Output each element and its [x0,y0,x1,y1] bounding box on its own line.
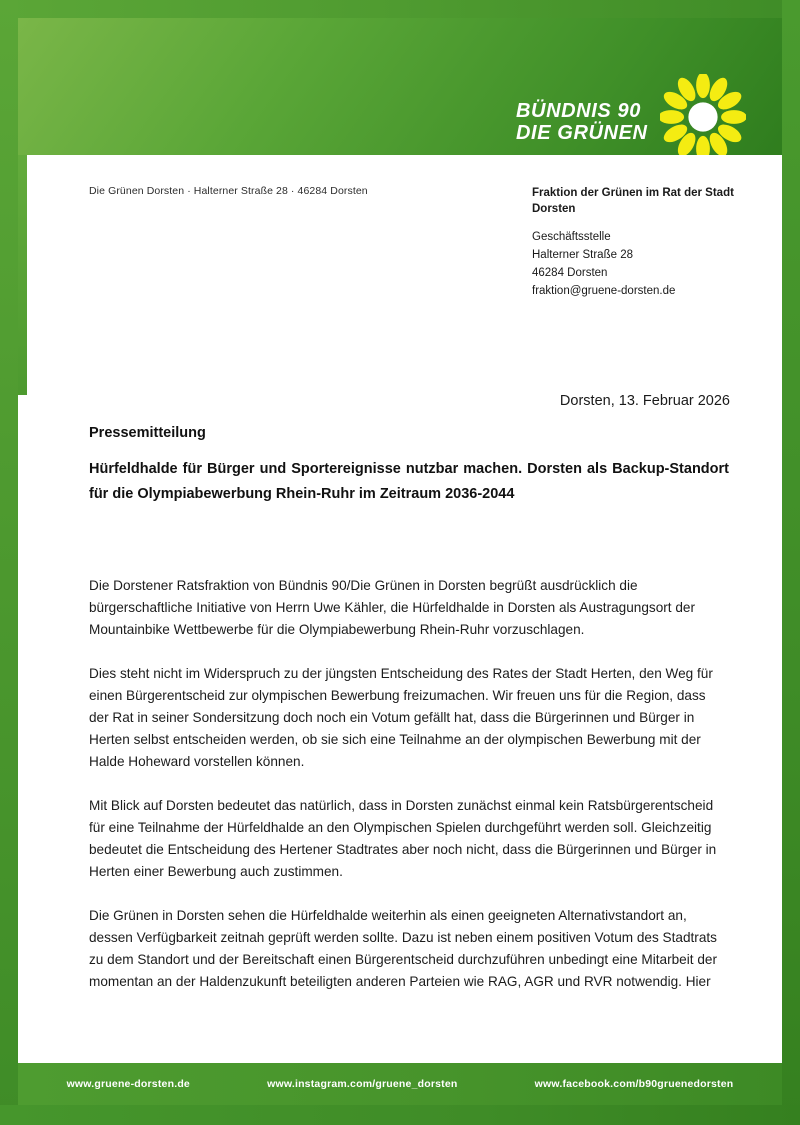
page-border-left [0,0,18,1125]
paragraph: Dies steht nicht im Widerspruch zu der jüngsten Entscheidung des Rates der Stadt Herten, den Weg für einen Bürgerentscheid zur olympischen Bewerbung freizumachen. Wir freuen uns für die Region, dass der Rat in seiner Sondersitzung doch noch ein Votum gefällt hat, dass die Bürgerinnen und Bürger in Herten selbst entscheiden werden, ob sie sich eine Teilnahme an der olympischen Bewerbung mit der Halde Hoheward vorstellen können. [89,666,713,770]
sender-line-city: 46284 Dorsten [532,266,608,279]
page-border-right [782,0,800,1125]
page-title: Hürfeldhalde für Bürger und Sportereignisse nutzbar machen. Dorsten als Backup-Standort für die Olympiabewerbung Rhein-Ruhr im Zeitraum 2036-2044 [89,461,729,502]
footer-link-instagram[interactable]: www.instagram.com/gruene_dorsten [267,1078,458,1090]
paragraph: Die Dorstener Ratsfraktion von Bündnis 90/Die Grünen in Dorsten begrüßt ausdrücklich die bürgerschaftliche Initiative von Herrn Uwe Kähler, die Hürfeldhalde in Dorsten als Austragungsort der Mountainbike Wettbewerbe für die Olympiabewerbung Rhein-Ruhr vorzuschlagen. [89,578,695,638]
accent-tab [18,155,27,395]
sender-line-street: Halterner Straße 28 [532,249,633,261]
headline-block [89,425,729,507]
footer-link-facebook[interactable]: www.facebook.com/b90gruenedorsten [534,1078,734,1090]
letterhead-band [18,18,782,155]
brand-logo-line1: BÜNDNIS 90 [516,100,641,122]
brand-logo-text [516,100,648,145]
paragraph: Mit Blick auf Dorsten bedeutet das natürlich, dass in Dorsten zunächst einmal kein Ratsbürgerentscheid für eine Teilnahme der Hürfeldhalde an den Olympischen Spielen durchgeführt werden soll. Gleichzeitig bedeutet die Entscheidung des Hertener Stadtrates aber noch nicht, dass die Bürgerinnen und Bürger in Herten einer Bewerbung auch zustimmen. [89,798,717,880]
paragraph-list [89,575,727,1015]
sender-line-email[interactable]: fraktion@gruene-dorsten.de [532,284,676,297]
sunflower-icon [660,74,746,160]
sender-block [532,185,762,300]
page-border-top [0,0,800,18]
paragraph: Die Grünen in Dorsten sehen die Hürfeldhalde weiterhin als einen geeigneten Alternativstandort an, dessen Verfügbarkeit zeitnah geprüft werden sollte. Dazu ist neben einem positiven Votum des Stadtrats zu dem Standort und der Bereitschaft einen Bürgerentscheid durchzuführen unbedingt eine Mitarbeit der momentan an der Haldenzukunft beteiligten anderen Parteien wie RAG, AGR und RVR notwendig. Hier [89,908,717,990]
return-address: Die Grünen Dorsten · Halterner Straße 28 · 46284 Dorsten [89,185,368,197]
brand-logo [516,74,746,160]
brand-logo-line2: DIE GRÜNEN [516,122,648,145]
footer-bar [18,1063,782,1105]
letter-body [27,155,773,1063]
sender-title: Fraktion der Grünen im Rat der Stadt Dorsten [532,187,734,216]
document-kicker: Pressemitteilung [89,425,206,441]
date-line: Dorsten, 13. Februar 2026 [559,393,730,409]
sender-line-office: Geschäftsstelle [532,231,611,244]
page-border-bottom [0,1105,800,1125]
footer-link-website[interactable]: www.gruene-dorsten.de [66,1078,190,1090]
